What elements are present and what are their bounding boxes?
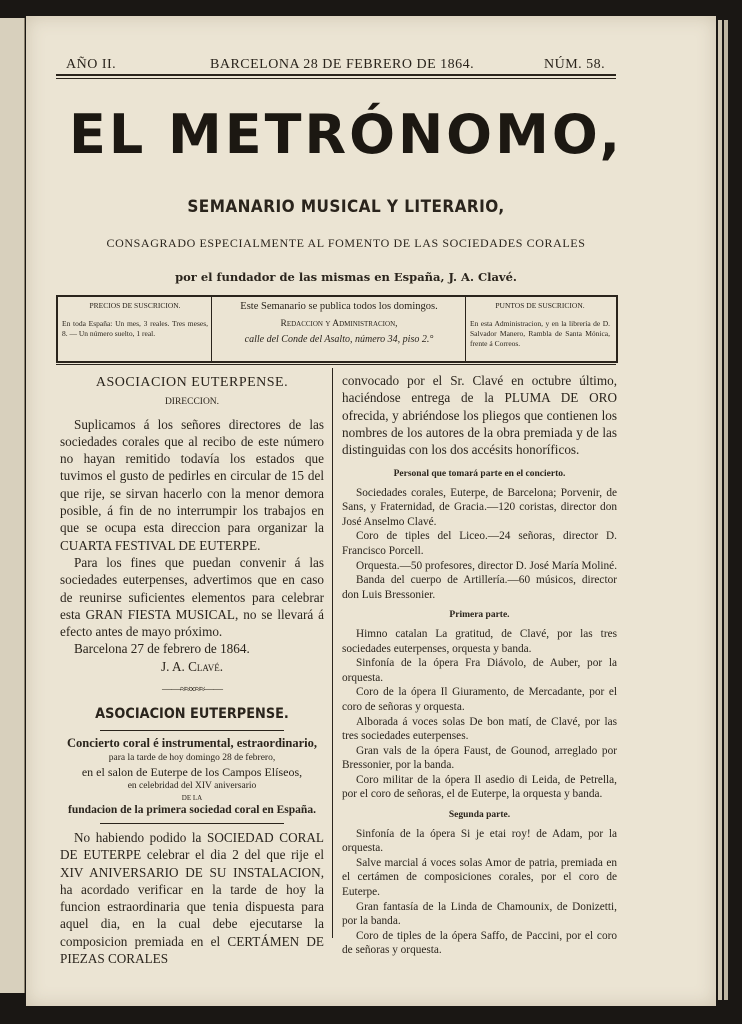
article-paragraph: No habiendo podido la SOCIEDAD CORAL DE EUTERPE celebrar el dia 2 del que rije el XIV ANIVERSARIO DE SU INSTALACION, ha acordado verificar en la tarde de hoy la funcion estraordinaria que tenia dispuesta para aquel dia, en la cual debe ejecutarse la composicion premiada en el CERTÁMEN DE PIEZAS CORALES <box>60 829 324 967</box>
masthead-subtitle: SEMANARIO MUSICAL Y LITERARIO, <box>187 197 505 217</box>
prices-text: En toda España: Un mes, 3 reales. Tres meses, 8. — Un número suelto, 1 real. <box>62 319 208 338</box>
masthead-title: EL METRÓNOMO, <box>68 103 624 166</box>
ornament-divider: ——≈≈∞≈≈—— <box>161 684 223 696</box>
article-paragraph: Para los fines que puedan convenir á las sociedades euterpenses, advertimos que en caso de reunirse suficientes elementos para celebrar esta GRAN FIESTA MUSICAL, no se llevará á efecto antes de mayo próximo. <box>60 554 324 640</box>
left-column <box>60 372 324 967</box>
header-rule <box>56 74 616 76</box>
program-item: Gran vals de la ópera Faust, de Gounod, arreglado por Bressonier, por la banda. <box>342 744 617 772</box>
concert-title: Concierto coral é instrumental, estraordinario, <box>67 735 317 750</box>
right-column-intro <box>342 356 617 458</box>
page-edge <box>724 20 728 1000</box>
points-section <box>470 297 610 361</box>
year-label: AÑO II. <box>66 57 117 72</box>
program-item: Himno catalan La gratitud, de Clavé, por las tres sociedades euterpenses, orquesta y banda. <box>342 627 617 655</box>
facing-page-edge <box>0 18 25 993</box>
info-box <box>56 295 618 363</box>
program-item: Coro de tiples de la ópera Saffo, de Paccini, por el coro de señoras y orquesta. <box>342 929 617 957</box>
concert-line: en el salon de Euterpe de los Campos Elíseos, <box>81 764 303 779</box>
signature: J. A. Clavé. <box>160 658 224 674</box>
publication-section <box>216 297 462 361</box>
section-heading: Segunda parte. <box>448 810 511 821</box>
prices-section <box>62 297 208 361</box>
program-item: Sociedades corales, Euterpe, de Barcelona; Porvenir, de Sans, y Fraternidad, de Gracia.—120 coristas, director don José Anselmo Clavé. <box>342 486 617 528</box>
header-rule <box>56 78 616 79</box>
program-item: Salve marcial á voces solas Amor de patria, premiada en el certámen de composiciones corales, por el coro de Euterpe. <box>342 856 617 899</box>
article-paragraph: Suplicamos á los señores directores de las sociedades corales que al recibo de este número no hayan remitido todavía los estados que tuvimos el gusto de pedirles en circular de 15 del que rije, se sirvan hacerlo con la menor demora posible, á fin de no interrumpir los trabajos en que se ocupa esta direccion para organizar la CUARTA FESTIVAL DE EUTERPE. <box>60 416 324 553</box>
program-item: Orquesta.—50 profesores, director D. José María Moliné. <box>356 559 618 572</box>
masthead-tagline: CONSAGRADO ESPECIALMENTE AL FOMENTO DE LAS SOCIEDADES CORALES <box>106 236 586 250</box>
concert-line: fundacion de la primera sociedad coral en España. <box>68 803 316 816</box>
issue-number: NÚM. 58. <box>544 57 606 72</box>
points-text: En esta Administracion, y en la librería de D. Salvador Manero, Rambla de Santa Mónica, frente á Correos. <box>470 319 610 348</box>
box-divider <box>465 297 466 361</box>
box-divider <box>211 297 212 361</box>
concert-line: DE LA <box>181 793 203 802</box>
column-divider <box>332 368 333 938</box>
concert-line: en celebridad del XIV aniversario <box>127 780 257 791</box>
heading-rule <box>100 730 284 731</box>
office-title: Redaccion y Administracion, <box>280 319 398 329</box>
right-column-program <box>342 461 617 958</box>
page-edge <box>718 20 722 1000</box>
dateline: Barcelona 27 de febrero de 1864. <box>74 641 250 657</box>
article-paragraph: convocado por el Sr. Clavé en octubre último, haciéndose entrega de la PLUMA DE ORO ofrecida, y abriéndose los pliegos que contienen los nombres de los autores de la obra premiada y de las distinguidas con los dos accésits honoríficos. <box>342 373 617 458</box>
concert-line: para la tarde de hoy domingo 28 de febrero, <box>108 752 276 763</box>
office-address: calle del Conde del Asalto, número 34, piso 2.° <box>244 334 434 345</box>
points-title: PUNTOS DE SUSCRICION. <box>495 301 585 310</box>
program-item: Sinfonía de la ópera Si je etai roy! de Adam, por la orquesta. <box>342 827 617 855</box>
program-item: Gran fantasía de la Linda de Chamounix, de Donizetti, por la banda. <box>342 900 617 928</box>
program-item: Coro militar de la ópera Il asedio di Leida, de Petrella, por el coro de señoras, el de Euterpe, la orquesta y banda. <box>342 773 617 801</box>
prices-title: PRECIOS DE SUSCRICION. <box>89 301 181 310</box>
place-date: BARCELONA 28 DE FEBRERO DE 1864. <box>210 57 475 72</box>
program-item: Coro de tiples del Liceo.—24 señoras, director D. Francisco Porcell. <box>342 530 617 557</box>
section-heading: Personal que tomará parte en el concierto. <box>393 469 566 479</box>
program-item: Alborada á voces solas De bon matí, de Clavé, por las tres sociedades euterpenses. <box>342 715 617 743</box>
masthead-founder: por el fundador de las mismas en España, J. A. Clavé. <box>175 270 517 284</box>
heading-rule <box>100 823 284 824</box>
publication-text: Este Semanario se publica todos los domingos. <box>240 301 438 312</box>
program-item: Banda del cuerpo de Artillería.—60 músicos, director don Luis Bressonier. <box>342 574 617 601</box>
article-subheading: DIRECCION. <box>164 397 220 408</box>
section-heading: Primera parte. <box>449 610 510 621</box>
program-item: Sinfonía de la ópera Fra Diávolo, de Auber, por la orquesta. <box>342 657 617 684</box>
article-heading: ASOCIACION EUTERPENSE. <box>95 375 289 390</box>
newspaper-page <box>26 16 716 1006</box>
program-item: Coro de la ópera Il Giuramento, de Mercadante, por el coro de señoras y orquesta. <box>342 686 617 713</box>
article-heading: ASOCIACION EUTERPENSE. <box>95 706 289 723</box>
